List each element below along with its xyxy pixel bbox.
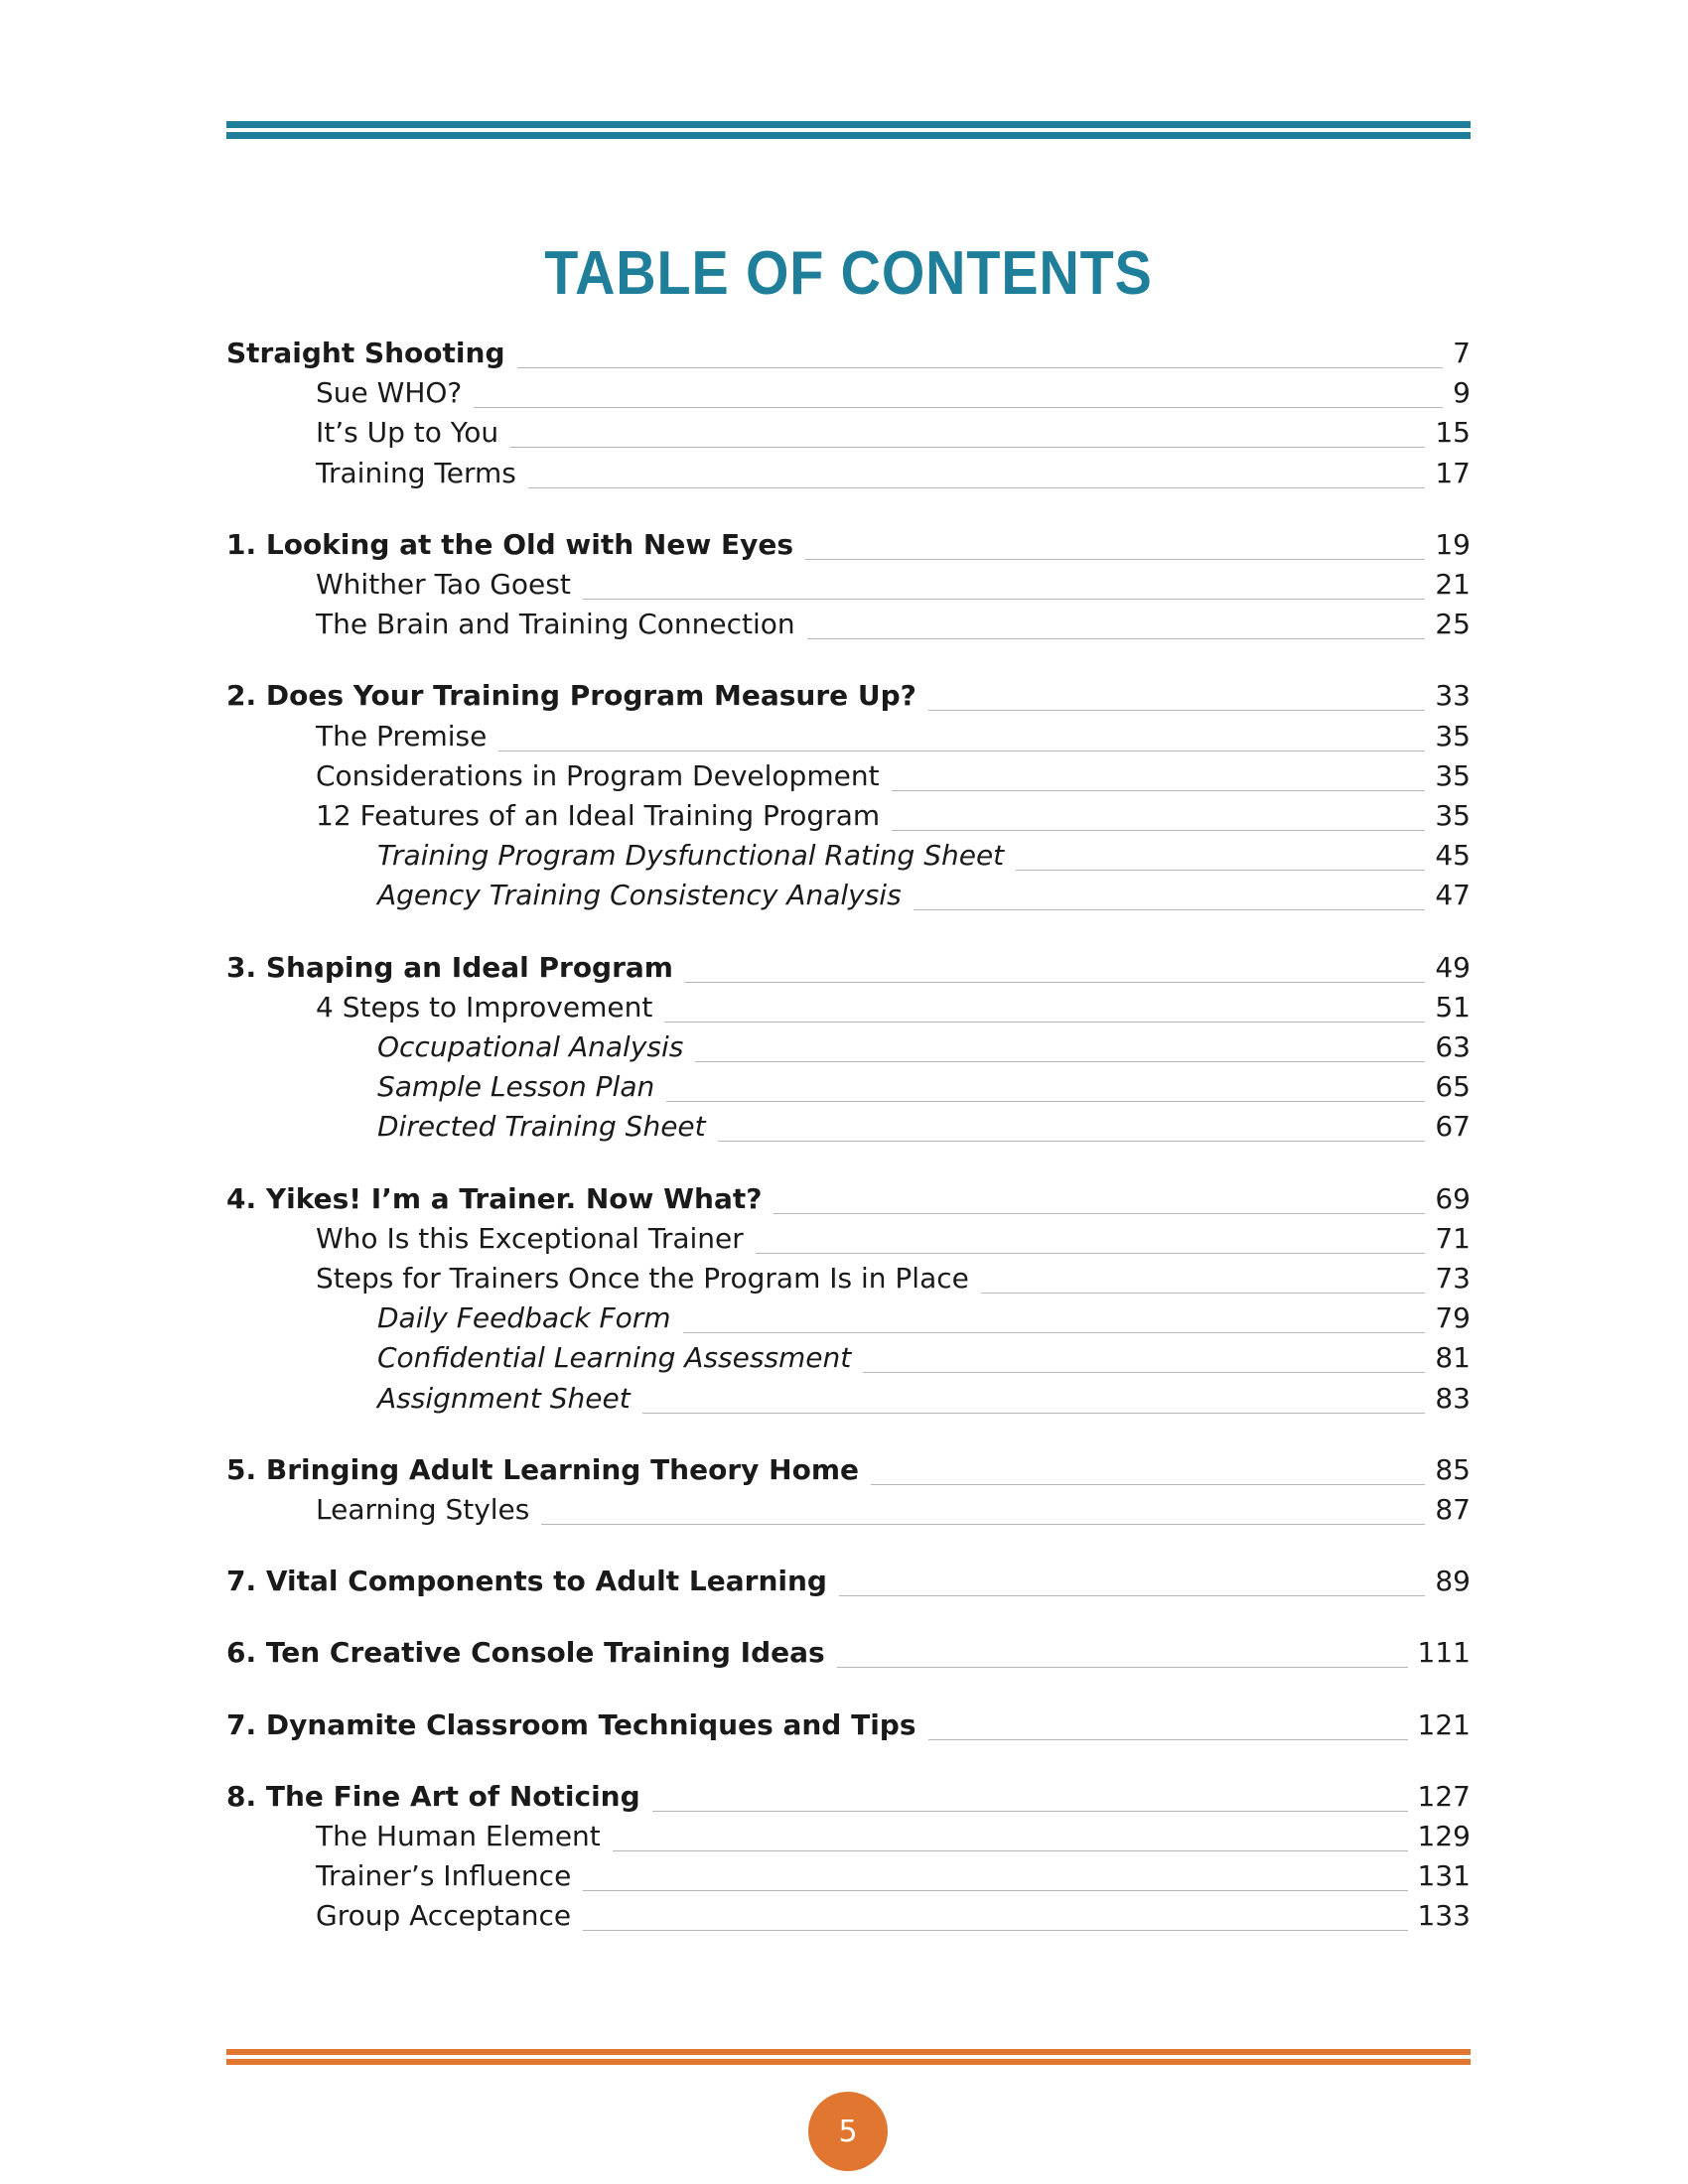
toc-entry[interactable] bbox=[226, 334, 1471, 373]
toc-entry-title: Considerations in Program Development bbox=[316, 758, 880, 792]
toc-leader-line bbox=[695, 1061, 1425, 1062]
toc-entry-page: 111 bbox=[1417, 1636, 1471, 1670]
toc-entry[interactable] bbox=[226, 413, 1471, 453]
toc-entry-page: 51 bbox=[1435, 990, 1471, 1024]
toc-entry-page: 133 bbox=[1417, 1899, 1471, 1933]
toc-entry-title: Straight Shooting bbox=[226, 337, 505, 369]
toc-entry[interactable] bbox=[226, 836, 1471, 876]
toc-entry[interactable] bbox=[226, 1107, 1471, 1147]
toc-entry-title: 2. Does Your Training Program Measure Up? bbox=[226, 679, 916, 713]
toc-entry[interactable] bbox=[226, 1219, 1471, 1259]
toc-leader-line bbox=[583, 599, 1426, 600]
toc-entry[interactable] bbox=[226, 605, 1471, 644]
toc-entry-title: 6. Ten Creative Console Training Ideas bbox=[226, 1636, 825, 1670]
toc-entry-page: 83 bbox=[1435, 1381, 1471, 1415]
toc-entry-page: 19 bbox=[1435, 527, 1471, 561]
toc-entry[interactable] bbox=[226, 1379, 1471, 1419]
toc-entry-title: Group Acceptance bbox=[316, 1899, 572, 1933]
toc-leader-line bbox=[805, 559, 1425, 560]
toc-entry-title: Sue WHO? bbox=[316, 376, 463, 410]
toc-entry-page: 85 bbox=[1435, 1452, 1471, 1486]
toc-entry-page: 47 bbox=[1435, 879, 1471, 912]
toc-entry-page: 121 bbox=[1417, 1707, 1471, 1741]
toc-leader-line bbox=[718, 1141, 1426, 1142]
toc-leader-line bbox=[981, 1293, 1425, 1294]
toc-leader-line bbox=[914, 909, 1426, 910]
toc-entry[interactable] bbox=[226, 948, 1471, 988]
toc-leader-line bbox=[928, 1739, 1408, 1740]
toc-leader-line bbox=[528, 487, 1426, 488]
toc-entry-title: It’s Up to You bbox=[316, 416, 499, 450]
toc-entry[interactable] bbox=[226, 1027, 1471, 1067]
toc-leader-line bbox=[774, 1213, 1425, 1214]
toc-entry[interactable] bbox=[226, 756, 1471, 796]
toc-entry-page: 65 bbox=[1435, 1070, 1471, 1104]
toc-entry-title: Trainer’s Influence bbox=[316, 1859, 572, 1893]
toc-entry-title: 4. Yikes! I’m a Trainer. Now What? bbox=[226, 1181, 763, 1215]
toc-entry-title: The Brain and Training Connection bbox=[316, 608, 795, 641]
toc-entry[interactable] bbox=[226, 1490, 1471, 1530]
toc-entry-title: Training Program Dysfunctional Rating Sheet bbox=[377, 839, 1005, 873]
toc-entry-title: The Premise bbox=[316, 719, 488, 752]
toc-leader-line bbox=[664, 1022, 1425, 1023]
toc-entry-title: Assignment Sheet bbox=[377, 1381, 631, 1415]
toc-entry[interactable] bbox=[226, 373, 1471, 413]
toc-entry-title: Daily Feedback Form bbox=[377, 1301, 671, 1335]
toc-entry-title: 7. Vital Components to Adult Learning bbox=[226, 1565, 827, 1598]
toc-entry[interactable] bbox=[226, 988, 1471, 1027]
toc-entry[interactable] bbox=[226, 454, 1471, 493]
toc-entry-page: 9 bbox=[1453, 376, 1471, 410]
toc-entry-title: Agency Training Consistency Analysis bbox=[377, 879, 902, 912]
page-number: 5 bbox=[838, 2114, 858, 2149]
toc-entry-page: 33 bbox=[1435, 679, 1471, 713]
toc-entry[interactable] bbox=[226, 1179, 1471, 1219]
toc-leader-line bbox=[863, 1372, 1425, 1373]
toc-entry-title: Occupational Analysis bbox=[377, 1030, 684, 1063]
toc-entry[interactable] bbox=[226, 1856, 1471, 1896]
toc-entry-page: 25 bbox=[1435, 608, 1471, 641]
toc-entry-page: 127 bbox=[1417, 1779, 1471, 1813]
page-number-badge bbox=[808, 2092, 888, 2171]
toc-entry[interactable] bbox=[226, 1777, 1471, 1817]
toc-entry[interactable] bbox=[226, 1259, 1471, 1298]
toc-leader-line bbox=[666, 1101, 1425, 1102]
toc-leader-line bbox=[892, 830, 1425, 831]
toc-entry[interactable] bbox=[226, 796, 1471, 836]
toc-entry-title: Training Terms bbox=[316, 456, 516, 489]
toc-entry-page: 69 bbox=[1435, 1181, 1471, 1215]
toc-leader-line bbox=[541, 1524, 1425, 1525]
toc-entry-page: 87 bbox=[1435, 1493, 1471, 1526]
toc-leader-line bbox=[683, 1332, 1426, 1333]
footer-double-rule bbox=[226, 2049, 1471, 2069]
toc-leader-line bbox=[510, 447, 1425, 448]
toc-entry-title: 12 Features of an Ideal Training Program bbox=[316, 799, 881, 832]
toc-entry-page: 15 bbox=[1435, 416, 1471, 450]
toc-entry[interactable] bbox=[226, 1817, 1471, 1856]
toc-entry-page: 131 bbox=[1417, 1859, 1471, 1893]
toc-entry-page: 7 bbox=[1453, 337, 1471, 369]
toc-entry-page: 89 bbox=[1435, 1565, 1471, 1598]
toc-entry-title: 4 Steps to Improvement bbox=[316, 990, 653, 1024]
toc-leader-line bbox=[583, 1930, 1407, 1931]
toc-entry-page: 81 bbox=[1435, 1341, 1471, 1375]
toc-leader-line bbox=[756, 1253, 1426, 1254]
toc-entry[interactable] bbox=[226, 565, 1471, 605]
toc-entry-title: Confidential Learning Assessment bbox=[377, 1341, 852, 1375]
toc-entry-title: Steps for Trainers Once the Program Is in Place bbox=[316, 1262, 969, 1295]
toc-entry[interactable] bbox=[226, 1706, 1471, 1745]
toc-entry[interactable] bbox=[226, 1298, 1471, 1338]
toc-entry-title: Who Is this Exceptional Trainer bbox=[316, 1221, 744, 1255]
toc-entry-title: Learning Styles bbox=[316, 1493, 530, 1526]
toc-entry-page: 35 bbox=[1435, 719, 1471, 752]
toc-entry[interactable] bbox=[226, 1067, 1471, 1107]
toc-entry-page: 17 bbox=[1435, 456, 1471, 489]
toc-leader-line bbox=[583, 1890, 1407, 1891]
toc-entry[interactable] bbox=[226, 1633, 1471, 1673]
toc-leader-line bbox=[474, 407, 1443, 408]
toc-entry-title: The Human Element bbox=[316, 1820, 601, 1852]
toc-entry[interactable] bbox=[226, 1338, 1471, 1378]
toc-entry-title: 5. Bringing Adult Learning Theory Home bbox=[226, 1452, 859, 1486]
toc-entry-page: 49 bbox=[1435, 950, 1471, 984]
toc-entry-title: Whither Tao Goest bbox=[316, 568, 571, 601]
toc-leader-line bbox=[517, 367, 1444, 368]
toc-leader-line bbox=[839, 1595, 1425, 1596]
toc-entry-page: 21 bbox=[1435, 568, 1471, 601]
toc-leader-line bbox=[1016, 870, 1425, 871]
toc-entry-title: Directed Training Sheet bbox=[377, 1110, 706, 1144]
toc-entry-page: 35 bbox=[1435, 799, 1471, 832]
toc-entry-page: 35 bbox=[1435, 758, 1471, 792]
toc-entry[interactable] bbox=[226, 1450, 1471, 1490]
toc-leader-line bbox=[928, 710, 1425, 711]
toc-leader-line bbox=[613, 1850, 1408, 1851]
page-title: TABLE OF CONTENTS bbox=[544, 239, 1153, 308]
toc-leader-line bbox=[807, 638, 1426, 639]
toc-leader-line bbox=[837, 1667, 1408, 1668]
toc-entry-title: 7. Dynamite Classroom Techniques and Tips bbox=[226, 1707, 916, 1741]
header-double-rule bbox=[226, 121, 1471, 141]
toc-leader-line bbox=[642, 1413, 1426, 1414]
toc-entry[interactable] bbox=[226, 717, 1471, 756]
toc-entry-title: 8. The Fine Art of Noticing bbox=[226, 1779, 640, 1813]
toc-entry-page: 71 bbox=[1435, 1221, 1471, 1255]
toc-leader-line bbox=[652, 1811, 1408, 1812]
toc-entry[interactable] bbox=[226, 1896, 1471, 1936]
toc-entry-page: 45 bbox=[1435, 839, 1471, 873]
toc-entry-page: 73 bbox=[1435, 1262, 1471, 1295]
toc-entry[interactable] bbox=[226, 1562, 1471, 1601]
toc-entry[interactable] bbox=[226, 525, 1471, 565]
toc-leader-line bbox=[685, 982, 1425, 983]
toc-leader-line bbox=[871, 1484, 1425, 1485]
toc-entry-title: 1. Looking at the Old with New Eyes bbox=[226, 527, 794, 561]
toc-entry[interactable] bbox=[226, 876, 1471, 915]
toc-entry-title: Sample Lesson Plan bbox=[377, 1070, 655, 1104]
toc-entry-page: 79 bbox=[1435, 1301, 1471, 1335]
toc-entry-title: 3. Shaping an Ideal Program bbox=[226, 950, 673, 984]
toc-entry[interactable] bbox=[226, 676, 1471, 716]
toc-entry-page: 63 bbox=[1435, 1030, 1471, 1063]
toc-entry-page: 129 bbox=[1417, 1820, 1471, 1852]
toc-leader-line bbox=[892, 790, 1426, 791]
toc-entry-page: 67 bbox=[1435, 1110, 1471, 1144]
